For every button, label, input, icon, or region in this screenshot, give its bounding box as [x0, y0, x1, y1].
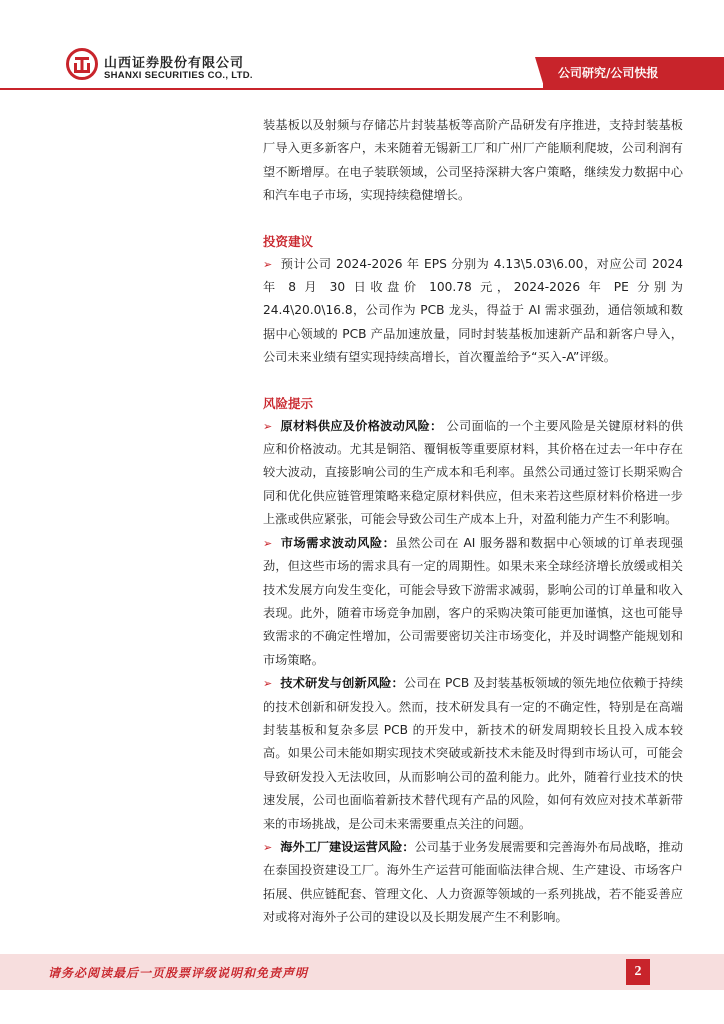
- risk-item-text: 公司面临的一个主要风险是关键原材料的供应和价格波动。尤其是铜箔、覆铜板等重要原材料，其价格在过去一年中存在较大波动，直接影响公司的生产成本和毛利率。虽然公司通过签订长期采购合同和优化供应链管理策略来稳定原材料供应，但未来若这些原材料价格进一步上涨或供应紧张，可能会导致公司生产成本上升，对盈利能力产生不利影响。: [263, 418, 684, 527]
- risk-item: [263, 672, 683, 836]
- risk-item: [263, 415, 683, 532]
- footer-disclaimer: 请务必阅读最后一页股票评级说明和免责声明: [48, 966, 309, 980]
- header-divider: [0, 88, 724, 90]
- risk-item: [263, 532, 683, 672]
- investment-text: 预计公司 2024-2026 年 EPS 分别为 4.13\5.03\6.00，对应公司 2024 年 8 月 30 日收盘价 100.78 元，2024-2026 年 PE 分别为 24.4\20.0\16.8，公司作为 PCB 龙头，得益于 AI 需求强劲，通信领域和数据中心领域的 PCB 产品加速放量，同时封装基板加速新产品和新客户导入，公司未来业绩有望实现持续高增长，首次覆盖给予“买入-A”评级。: [263, 256, 683, 365]
- risk-item-lead: 海外工厂建设运营风险：: [280, 839, 415, 854]
- company-name-en: SHANXI SECURITIES CO., LTD.: [104, 70, 253, 81]
- investment-paragraph: [263, 253, 683, 370]
- risk-item-lead: 原材料供应及价格波动风险：: [280, 418, 443, 433]
- intro-paragraph: 装基板以及射频与存储芯片封装基板等高阶产品研发有序推进，支持封装基板厂导入更多新客户，未来随着无锡新工厂和广州厂产能顺利爬坡，公司利润有望不断增厚。在电子装联领域，公司坚持深耕大客户策略，继续发力数据中心和汽车电子市场，实现持续稳健增长。: [263, 118, 683, 203]
- risk-item-text: 公司在 PCB 及封装基板领域的领先地位依赖于持续的技术创新和研发投入。然而，技术研发具有一定的不确定性，特别是在高端封装基板和复杂多层 PCB 的开发中，新技术的研发周期较长且投入成本较高。如果公司未能如期实现技术突破或新技术未能及时得到市场认可，可能会导致研发投入无法收回，从而影响公司的盈利能力。此外，随着行业技术的快速发展，公司也面临着新技术替代现有产品的风险，如何有效应对技术革新带来的市场挑战，是公司未来需要重点关注的问题。: [263, 676, 684, 831]
- risk-item: [263, 836, 683, 930]
- risk-item-lead: 技术研发与创新风险：: [280, 676, 404, 691]
- risk-item-text: 虽然公司在 AI 服务器和数据中心领域的订单表现强劲，但这些市场的需求具有一定的周期性。如果未来全球经济增长放缓或相关技术发展方向发生变化，可能会导致下游需求减弱，影响公司的订单量和收入表现。此外，随着市场竞争加剧，客户的采购决策可能更加谨慎，这也可能导致需求的不确定性增加，公司需要密切关注市场变化，并及时调整产能规划和市场策略。: [263, 535, 684, 667]
- investment-section-title: 投资建议: [263, 233, 314, 249]
- report-type-label: 公司研究/公司快报: [558, 66, 659, 80]
- arrow-bullet-icon: ➢: [263, 840, 273, 854]
- shanxi-securities-logo-icon: [66, 48, 98, 80]
- arrow-bullet-icon: ➢: [263, 257, 273, 271]
- risk-section-title: 风险提示: [263, 395, 314, 411]
- risk-item-text: 公司基于业务发展需要和完善海外布局战略，推动在泰国投资建设工厂。海外生产运营可能面临法律合规、生产建设、市场客户拓展、供应链配套、管理文化、人力资源等领域的一系列挑战，若不能妥善应对或将对海外子公司的建设以及长期发展产生不利影响。: [263, 839, 684, 925]
- arrow-bullet-icon: ➢: [263, 677, 273, 691]
- report-body: [263, 114, 683, 930]
- risk-item-lead: 市场需求波动风险：: [280, 535, 396, 550]
- page-number: 2: [626, 959, 650, 985]
- page-footer: [0, 954, 724, 990]
- company-name-cn: 山西证券股份有限公司: [104, 56, 245, 71]
- arrow-bullet-icon: ➢: [263, 419, 273, 433]
- page-header: [0, 0, 724, 90]
- arrow-bullet-icon: ➢: [263, 536, 273, 550]
